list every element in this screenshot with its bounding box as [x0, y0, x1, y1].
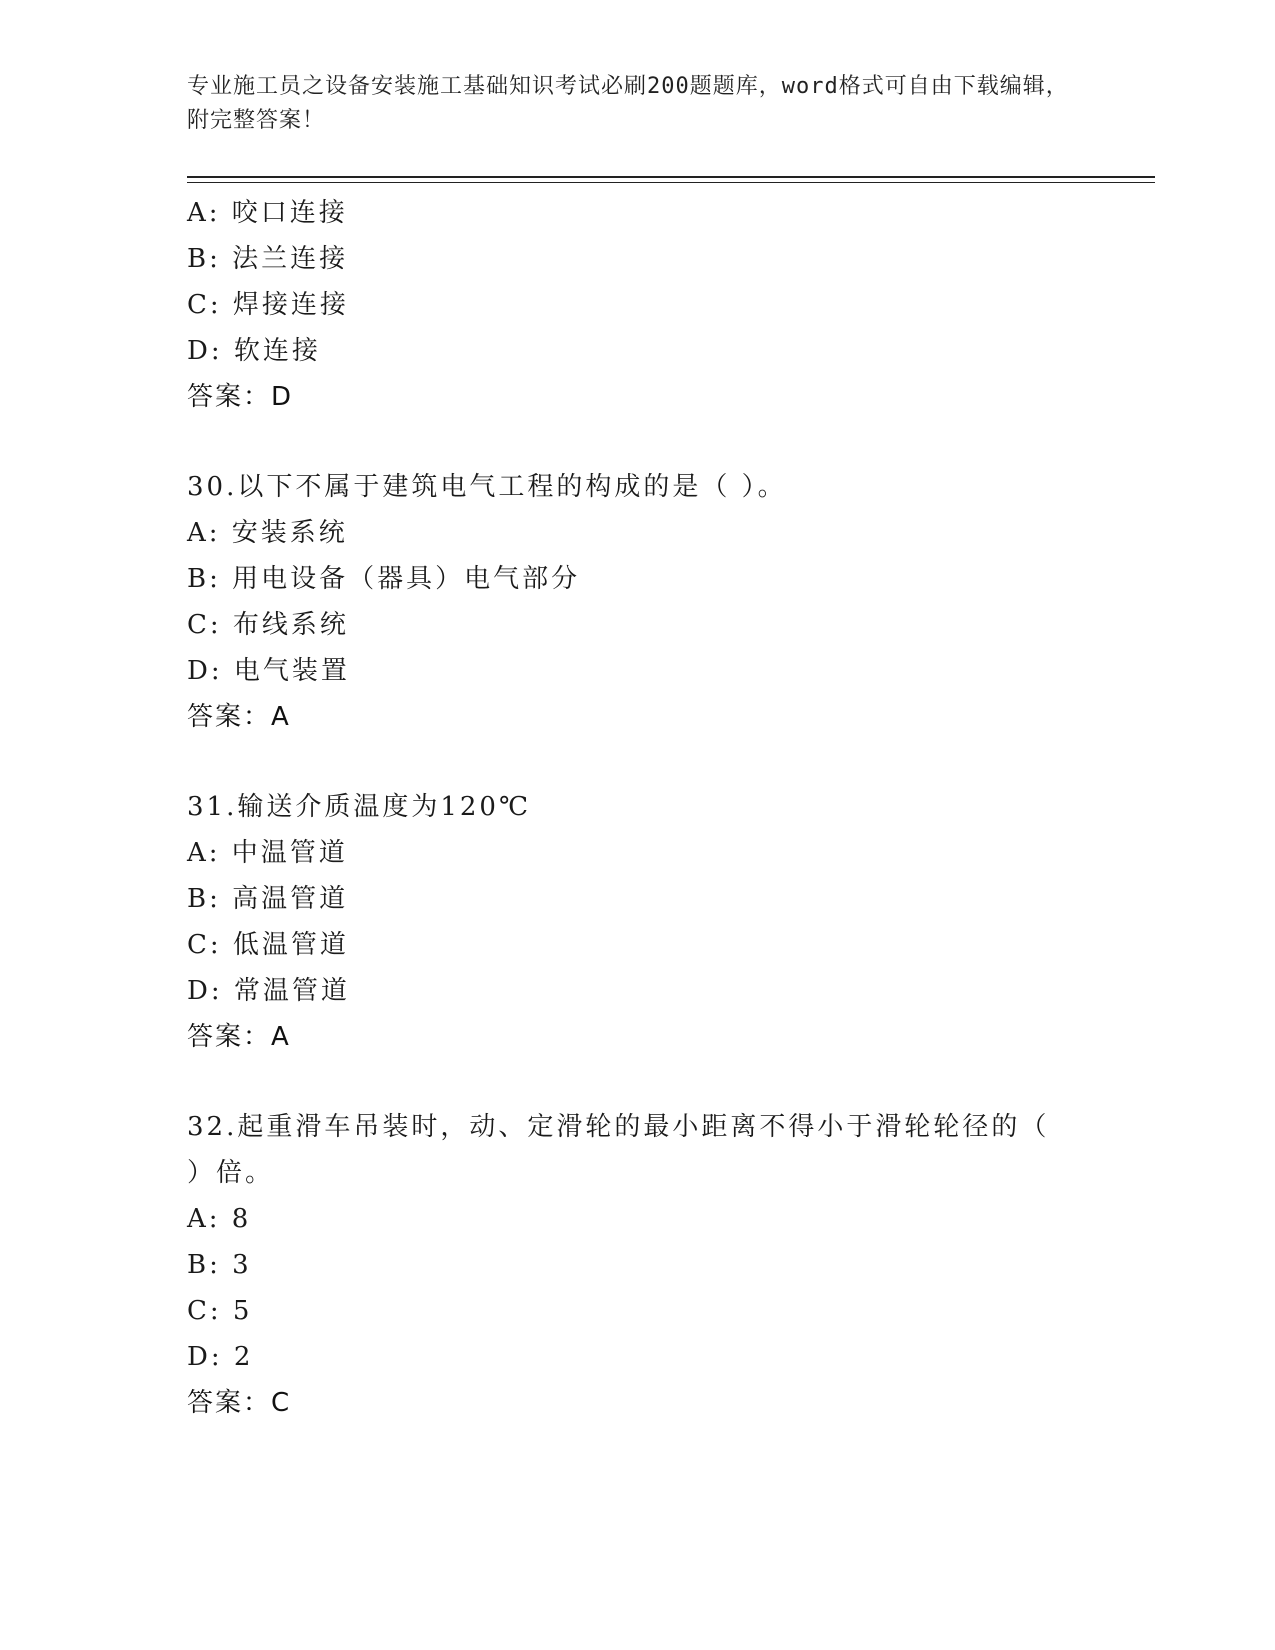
option-b: B: 3 — [187, 1250, 252, 1280]
header-rule-thin — [187, 182, 1155, 183]
option-a: A: 8 — [187, 1204, 252, 1234]
option-b: B: 法兰连接 — [187, 244, 349, 274]
question-text: 31.输送介质温度为120℃ — [187, 792, 532, 822]
option-a: A: 咬口连接 — [187, 198, 348, 228]
option-d: D: 软连接 — [187, 336, 321, 366]
option-d: D: 常温管道 — [187, 976, 350, 1006]
question-list — [187, 190, 1087, 1426]
question-text: 30.以下不属于建筑电气工程的构成的是（ ）。 — [187, 472, 787, 502]
answer-line: 答案：C — [187, 1388, 292, 1418]
option-c: C: 5 — [187, 1296, 253, 1326]
block-spacer — [187, 1060, 1087, 1104]
answer-line: 答案：A — [187, 702, 291, 732]
option-b: B: 用电设备（器具）电气部分 — [187, 564, 581, 594]
option-c: C: 焊接连接 — [187, 290, 349, 320]
block-spacer — [187, 740, 1087, 784]
question-block — [187, 464, 1087, 740]
question-block — [187, 190, 1087, 420]
option-d: D: 电气装置 — [187, 656, 350, 686]
option-c: C: 低温管道 — [187, 930, 349, 960]
header-rule-thick — [187, 176, 1155, 178]
answer-line: 答案：D — [187, 382, 294, 412]
question-block — [187, 1104, 1087, 1426]
question-block — [187, 784, 1087, 1060]
answer-line: 答案：A — [187, 1022, 291, 1052]
block-spacer — [187, 420, 1087, 464]
option-b: B: 高温管道 — [187, 884, 349, 914]
question-text: 32.起重滑车吊装时，动、定滑轮的最小距离不得小于滑轮轮径的（ ）倍。 — [187, 1112, 1050, 1188]
option-a: A: 中温管道 — [187, 838, 348, 868]
option-c: C: 布线系统 — [187, 610, 349, 640]
option-d: D: 2 — [187, 1342, 254, 1372]
option-a: A: 安装系统 — [187, 518, 348, 548]
document-header: 专业施工员之设备安装施工基础知识考试必刷200题题库，word格式可自由下载编辑，附完整答案！ — [187, 74, 1069, 133]
